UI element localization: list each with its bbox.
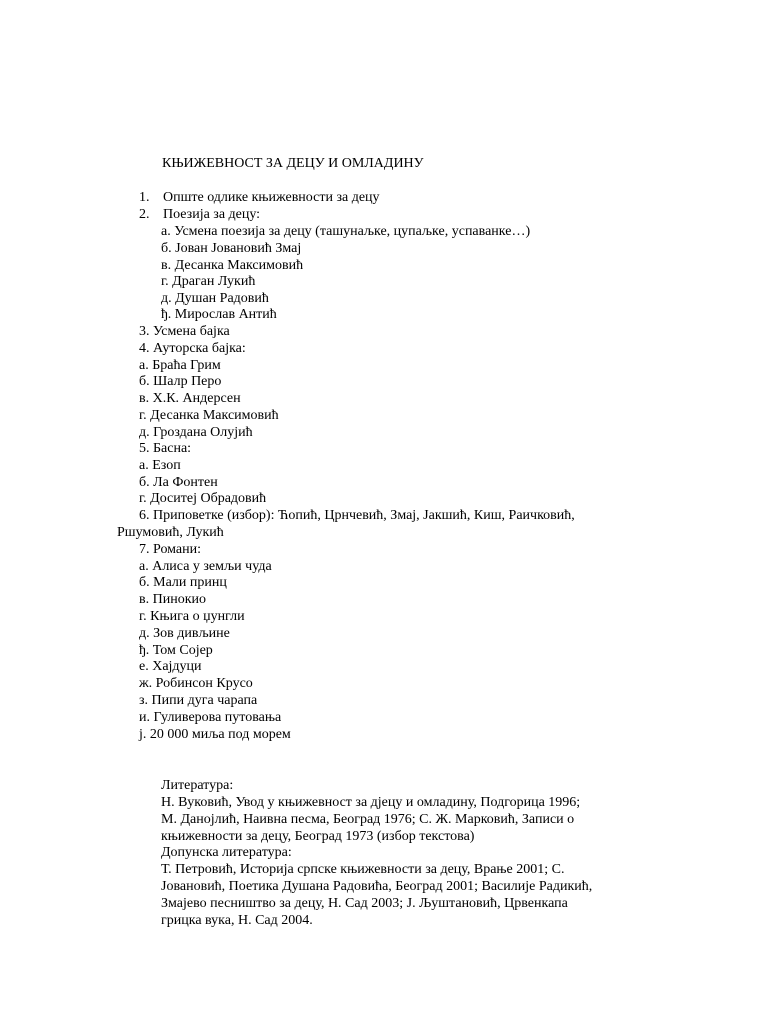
list-item-6: 6. Приповетке (избор): Ћопић, Црнчевић, Змај, Јакшић, Киш, Раичковић, bbox=[139, 508, 575, 523]
literature-heading: Литература: bbox=[161, 778, 234, 793]
sub-item: ј. 20 000 миља под морем bbox=[139, 727, 291, 742]
sub-item: б. Мали принц bbox=[139, 575, 227, 590]
list-item-1 bbox=[139, 190, 380, 207]
sub-item: б. Ла Фонтен bbox=[139, 475, 218, 490]
sub-item: д. Зов дивљине bbox=[139, 626, 230, 641]
supplementary-literature-heading: Допунска литература: bbox=[161, 845, 292, 860]
list-item-6-continuation: Ршумовић, Лукић bbox=[117, 525, 224, 540]
sub-item: и. Гуливерова путовања bbox=[139, 710, 282, 725]
sub-item: в. Пинокио bbox=[139, 592, 206, 607]
literature-line: Јовановић, Поетика Душана Радовића, Београд 2001; Василије Радикић, bbox=[161, 879, 593, 894]
literature-line: Н. Вуковић, Увод у књижевност за дјецу и омладину, Подгорица 1996; bbox=[161, 795, 581, 810]
sub-item: г. Књига о џунгли bbox=[139, 609, 245, 624]
list-text: Опште одлике књижевности за децу bbox=[163, 190, 380, 205]
sub-item: а. Езоп bbox=[139, 458, 181, 473]
sub-item: а. Усмена поезија за децу (ташунаљке, цупаљке, успаванке…) bbox=[161, 224, 531, 239]
list-number: 1. bbox=[139, 190, 150, 205]
page-title: КЊИЖЕВНОСТ ЗА ДЕЦУ И ОМЛАДИНУ bbox=[162, 156, 424, 171]
sub-item: д. Гроздана Олујић bbox=[139, 425, 253, 440]
list-item-4: 4. Ауторска бајка: bbox=[139, 341, 246, 356]
sub-item: в. Х.К. Андерсен bbox=[139, 391, 241, 406]
sub-item: а. Алиса у земљи чуда bbox=[139, 559, 272, 574]
literature-line: Змајево песништво за децу, Н. Сад 2003; Ј. Љуштановић, Црвенкапа bbox=[161, 896, 568, 911]
list-item-3: 3. Усмена бајка bbox=[139, 324, 230, 339]
list-item-2 bbox=[139, 207, 260, 224]
sub-item: з. Пипи дуга чарапа bbox=[139, 693, 258, 708]
sub-item: г. Десанка Максимовић bbox=[139, 408, 279, 423]
sub-item: г. Доситеј Обрадовић bbox=[139, 491, 267, 506]
list-number: 2. bbox=[139, 207, 150, 222]
sub-item: ђ. Том Сојер bbox=[139, 643, 213, 658]
sub-item: г. Драган Лукић bbox=[161, 274, 256, 289]
literature-line: грицка вука, Н. Сад 2004. bbox=[161, 913, 313, 928]
literature-line: М. Данојлић, Наивна песма, Београд 1976; С. Ж. Марковић, Записи о bbox=[161, 812, 575, 827]
list-item-7: 7. Романи: bbox=[139, 542, 202, 557]
sub-item: ж. Робинсон Крусо bbox=[139, 676, 253, 691]
list-item-5: 5. Басна: bbox=[139, 441, 192, 456]
sub-item: в. Десанка Максимовић bbox=[161, 258, 304, 273]
list-text: Поезија за децу: bbox=[163, 207, 261, 222]
sub-item: ђ. Мирослав Антић bbox=[161, 307, 277, 322]
sub-item: б. Јован Јовановић Змај bbox=[161, 241, 302, 256]
sub-item: е. Хајдуци bbox=[139, 659, 202, 674]
literature-line: књижевности за децу, Београд 1973 (избор текстова) bbox=[161, 829, 475, 844]
sub-item: д. Душан Радовић bbox=[161, 291, 269, 306]
sub-item: б. Шалр Перо bbox=[139, 374, 222, 389]
sub-item: а. Браћа Грим bbox=[139, 358, 221, 373]
literature-line: Т. Петровић, Историја српске књижевности за децу, Врање 2001; С. bbox=[161, 862, 565, 877]
